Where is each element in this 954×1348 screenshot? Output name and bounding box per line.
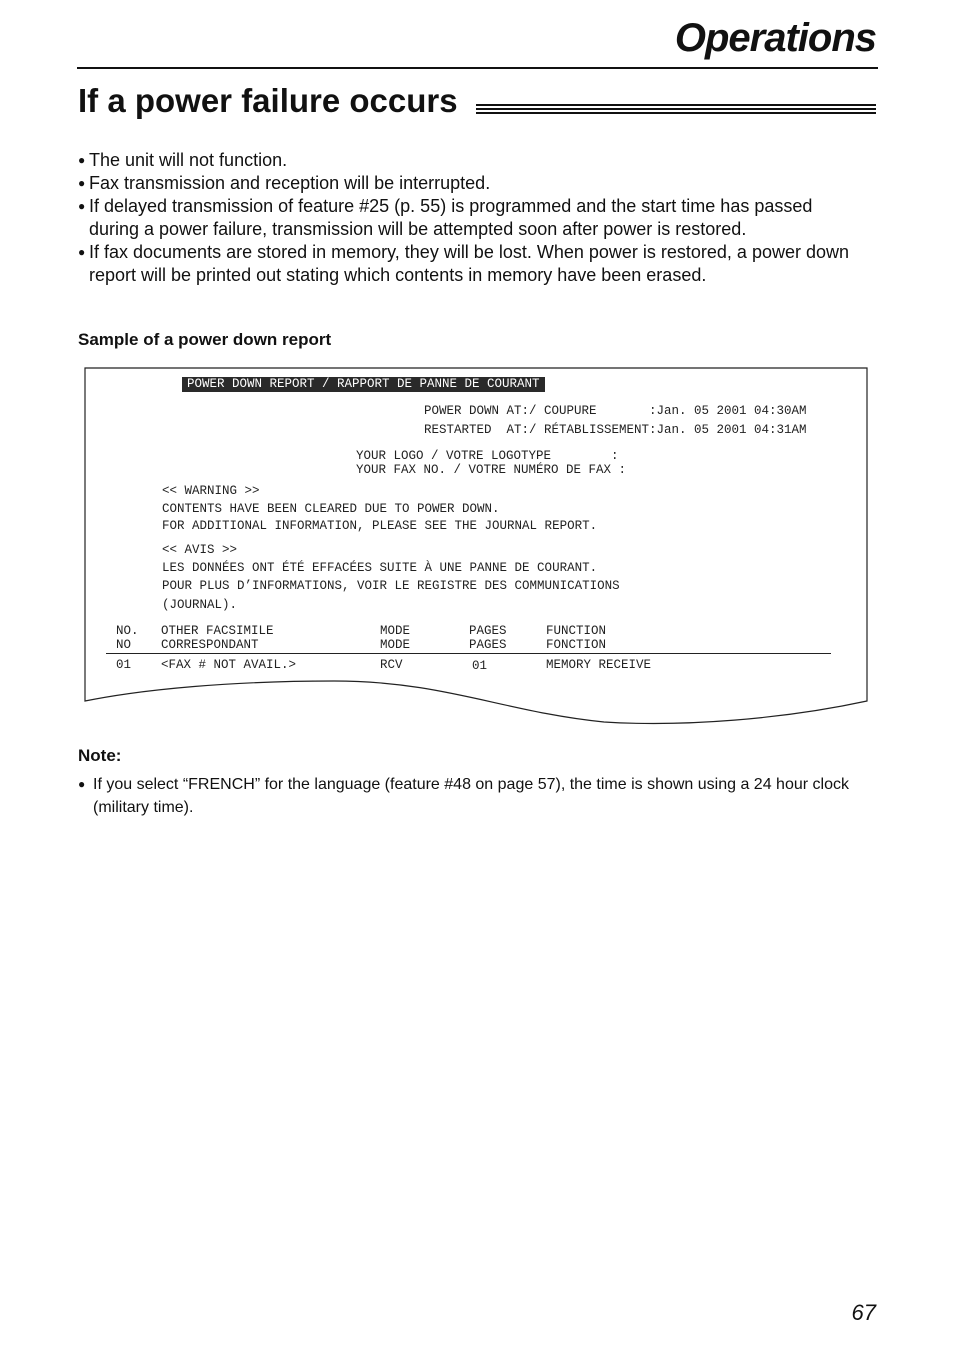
bullet-dot-icon: ● <box>78 199 86 213</box>
col-header-pages: PAGES <box>469 638 507 652</box>
header-title: Operations <box>674 16 876 60</box>
row-mode: RCV <box>380 658 403 672</box>
fax-no-line: YOUR FAX NO. / VOTRE NUMÉRO DE FAX : <box>356 463 627 477</box>
avis-heading: << AVIS >> <box>162 543 238 557</box>
section-title: If a power failure occurs <box>78 82 458 119</box>
col-header-pages: PAGES <box>469 624 507 638</box>
avis-line: (JOURNAL). <box>162 598 238 612</box>
warning-line: CONTENTS HAVE BEEN CLEARED DUE TO POWER DOWN. <box>162 502 500 516</box>
bullet-item: ● If delayed transmission of feature #25 (p. 55) is programmed and the start time has passed during a power failure, transmission will be attempted soon after power is restored. <box>78 196 813 239</box>
bullet-dot-icon: ● <box>78 153 86 167</box>
col-header-function: FUNCTION <box>546 624 607 638</box>
warning-line: FOR ADDITIONAL INFORMATION, PLEASE SEE THE JOURNAL REPORT. <box>162 519 598 533</box>
logo-line: YOUR LOGO / VOTRE LOGOTYPE : <box>356 449 619 463</box>
row-no: 01 <box>116 658 132 672</box>
power-down-line: POWER DOWN AT:/ COUPURE :Jan. 05 2001 04:30AM <box>424 404 807 418</box>
col-header-function: FONCTION <box>546 638 607 652</box>
col-header-mode: MODE <box>380 624 411 638</box>
note-heading: Note: <box>78 746 122 765</box>
bullet-item: ● The unit will not function. <box>78 150 288 170</box>
table-rule <box>106 653 831 654</box>
col-header-other: OTHER FACSIMILE <box>161 624 274 638</box>
avis-line: LES DONNÉES ONT ÉTÉ EFFACÉES SUITE À UNE PANNE DE COURANT. <box>162 561 598 575</box>
bullet-item: ● If fax documents are stored in memory, they will be lost. When power is restored, a power down report will be printed out stating which contents in memory have been erased. <box>78 242 849 285</box>
bullet-list <box>78 149 858 287</box>
col-header-no: NO <box>116 638 132 652</box>
col-header-other: CORRESPONDANT <box>161 638 259 652</box>
avis-line: POUR PLUS D’INFORMATIONS, VOIR LE REGISTRE DES COMMUNICATIONS <box>162 579 620 593</box>
sample-heading: Sample of a power down report <box>78 330 332 349</box>
title-decoration-lines <box>476 104 876 114</box>
row-pages: 01 <box>472 659 488 673</box>
note-item <box>78 773 868 819</box>
restarted-line: RESTARTED AT:/ RÉTABLISSEMENT:Jan. 05 2001 04:31AM <box>424 423 807 437</box>
note-text: If you select “FRENCH” for the language (feature #48 on page 57), the time is shown using a 24 hour clock (military time). <box>93 776 849 816</box>
page-number: 67 <box>851 1300 876 1325</box>
bullet-dot-icon: ● <box>78 176 86 190</box>
warning-heading: << WARNING >> <box>162 484 260 498</box>
header-rule <box>77 67 878 69</box>
row-other: <FAX # NOT AVAIL.> <box>161 658 297 672</box>
report-title: POWER DOWN REPORT / RAPPORT DE PANNE DE COURANT <box>182 377 545 392</box>
row-function: MEMORY RECEIVE <box>546 658 652 672</box>
bullet-dot-icon: ● <box>78 777 86 791</box>
col-header-no: NO. <box>116 624 139 638</box>
bullet-item: ● Fax transmission and reception will be interrupted. <box>78 173 491 193</box>
col-header-mode: MODE <box>380 638 411 652</box>
power-down-report-sample <box>84 367 868 727</box>
bullet-dot-icon: ● <box>78 245 86 259</box>
